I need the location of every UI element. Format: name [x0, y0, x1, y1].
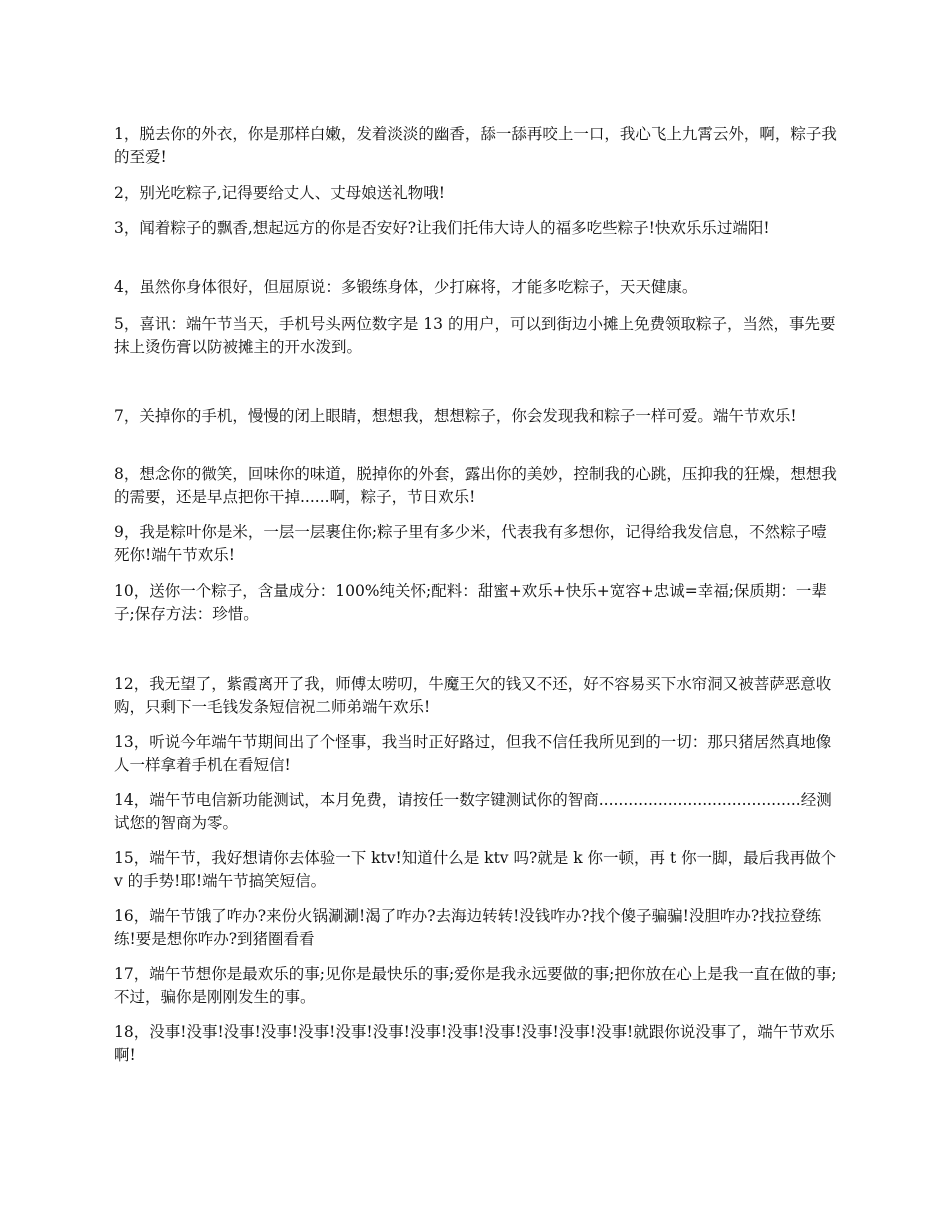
paragraph-8: 8，想念你的微笑，回味你的味道，脱掉你的外套，露出你的美妙，控制我的心跳，压抑我的狂燥，想想我的需要，还是早点把你干掉......啊，粽子，节日欢乐!	[114, 465, 837, 506]
paragraph-16: 16，端午节饿了咋办?来份火锅涮涮!渴了咋办?去海边转转!没钱咋办?找个傻子骗骗!没胆咋办?找拉登练练!要是想你咋办?到猪圈看看	[114, 907, 822, 948]
paragraph-12: 12，我无望了，紫霞离开了我，师傅太唠叨，牛魔王欠的钱又不还，好不容易买下水帘洞又被菩萨恶意收购，只剩下一毛钱发条短信祝二师弟端午欢乐!	[114, 675, 832, 716]
paragraph-7: 7，关掉你的手机，慢慢的闭上眼睛，想想我，想想粽子，你会发现我和粽子一样可爱。端午节欢乐!	[114, 407, 797, 425]
paragraph-13: 13，听说今年端午节期间出了个怪事，我当时正好路过，但我不信任我所见到的一切：那只猪居然真地像人一样拿着手机在看短信!	[114, 733, 832, 774]
paragraph-9: 9，我是粽叶你是米，一层一层裹住你;粽子里有多少米，代表我有多想你，记得给我发信息，不然粽子噎死你!端午节欢乐!	[114, 523, 827, 564]
paragraph-14: 14，端午节电信新功能测试，本月免费，请按任一数字键测试你的智商.........................................经测试您的智商为零。	[114, 791, 832, 832]
paragraph-4: 4，虽然你身体很好，但屈原说：多锻练身体，少打麻将，才能多吃粽子，天天健康。	[114, 278, 698, 296]
paragraph-15: 15，端午节，我好想请你去体验一下 ktv!知道什么是 ktv 吗?就是 k 你一顿，再 t 你一脚，最后我再做个 v 的手势!耶!端午节搞笑短信。	[114, 849, 837, 890]
paragraph-5: 5，喜讯：端午节当天，手机号头两位数字是 13 的用户，可以到街边小摊上免费领取粽子，当然，事先要抹上烫伤膏以防被摊主的开水泼到。	[114, 315, 836, 356]
paragraph-3: 3，闻着粽子的飘香,想起远方的你是否安好?让我们托伟大诗人的福多吃些粽子!快欢乐乐过端阳!	[114, 219, 770, 237]
paragraph-2: 2，别光吃粽子,记得要给丈人、丈母娘送礼物哦!	[114, 184, 446, 202]
paragraph-1: 1，脱去你的外衣，你是那样白嫩，发着淡淡的幽香，舔一舔再咬上一口，我心飞上九霄云外，啊，粽子我的至爱!	[114, 125, 837, 166]
paragraph-10: 10，送你一个粽子，含量成分：100%纯关怀;配料：甜蜜+欢乐+快乐+宽容+忠诚=幸福;保质期：一辈子;保存方法：珍惜。	[114, 582, 827, 623]
paragraph-18: 18，没事!没事!没事!没事!没事!没事!没事!没事!没事!没事!没事!没事!没事!就跟你说没事了，端午节欢乐啊!	[114, 1023, 835, 1064]
paragraph-17: 17，端午节想你是最欢乐的事;见你是最快乐的事;爱你是我永远要做的事;把你放在心上是我一直在做的事;不过，骗你是刚刚发生的事。	[114, 965, 837, 1006]
